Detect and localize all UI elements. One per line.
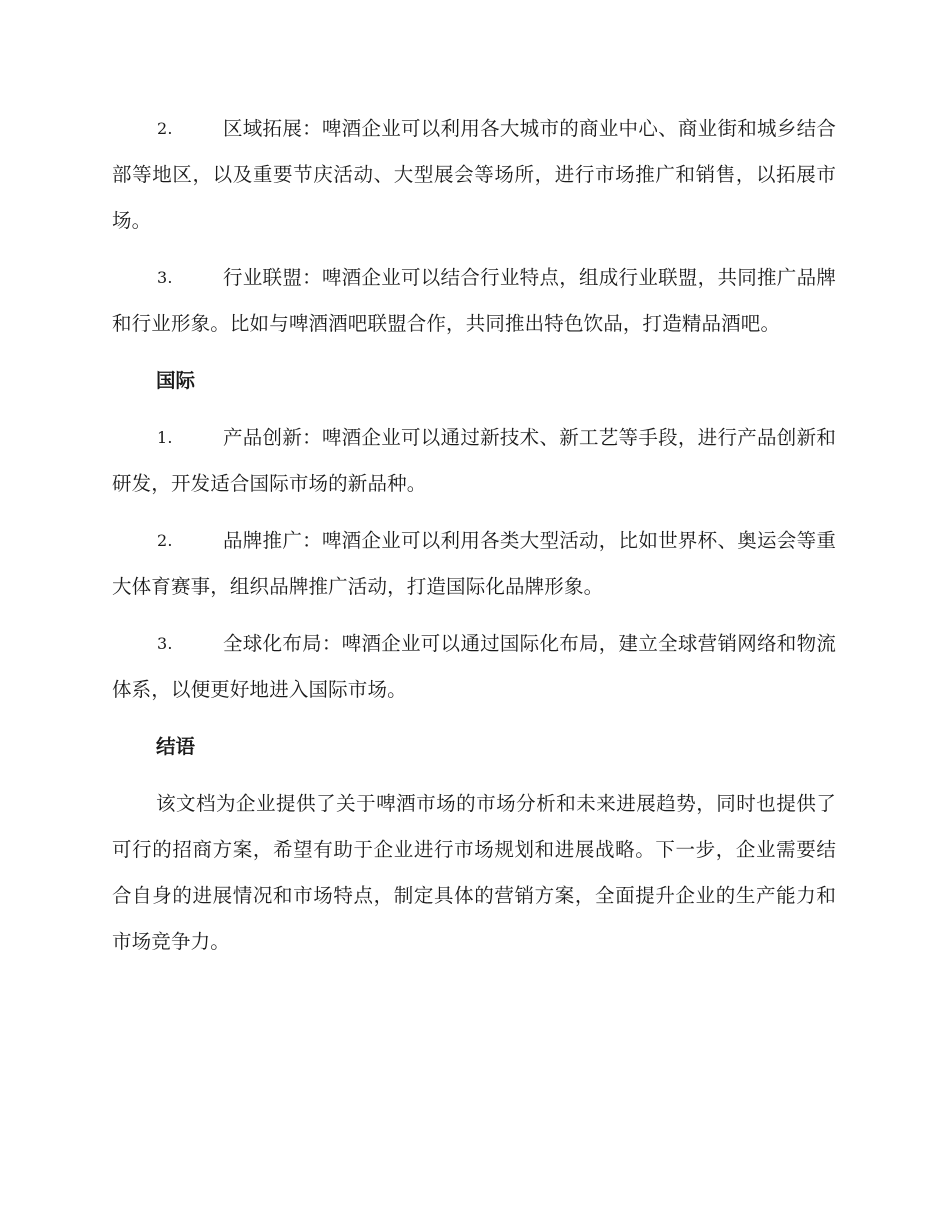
- list-number: 1.: [157, 428, 173, 447]
- list-number: 3.: [157, 268, 173, 287]
- list-item-international-1: [112, 415, 836, 507]
- list-item-text: 全球化布局：啤酒企业可以通过国际化布局，建立全球营销网络和物流体系，以便更好地进入国际市场。: [112, 632, 836, 701]
- list-item-text: 行业联盟：啤酒企业可以结合行业特点，组成行业联盟，共同推广品牌和行业形象。比如与啤酒酒吧联盟合作，共同推出特色饮品，打造精品酒吧。: [112, 266, 836, 335]
- conclusion-paragraph: 该文档为企业提供了关于啤酒市场的市场分析和未来进展趋势，同时也提供了可行的招商方案，希望有助于企业进行市场规划和进展战略。下一步，企业需要结合自身的进展情况和市场特点，制定具体的营销方案，全面提升企业的生产能力和市场竞争力。: [112, 792, 836, 953]
- list-item-domestic-3: [112, 255, 836, 347]
- list-number: 2.: [157, 531, 173, 550]
- list-item-international-3: [112, 621, 836, 713]
- list-number: 2.: [157, 119, 173, 138]
- list-item-text: 区域拓展：啤酒企业可以利用各大城市的商业中心、商业街和城乡结合部等地区，以及重要节庆活动、大型展会等场所，进行市场推广和销售，以拓展市场。: [112, 117, 836, 232]
- list-number: 3.: [157, 634, 173, 653]
- section-heading-international: 国际: [156, 369, 196, 392]
- list-item-international-2: [112, 518, 836, 610]
- list-item-text: 产品创新：啤酒企业可以通过新技术、新工艺等手段，进行产品创新和研发，开发适合国际市场的新品种。: [112, 426, 836, 495]
- list-item-text: 品牌推广：啤酒企业可以利用各类大型活动，比如世界杯、奥运会等重大体育赛事，组织品牌推广活动，打造国际化品牌形象。: [112, 529, 836, 598]
- section-heading-conclusion: 结语: [156, 735, 196, 758]
- document-page: [112, 106, 836, 965]
- list-item-domestic-2: [112, 106, 836, 244]
